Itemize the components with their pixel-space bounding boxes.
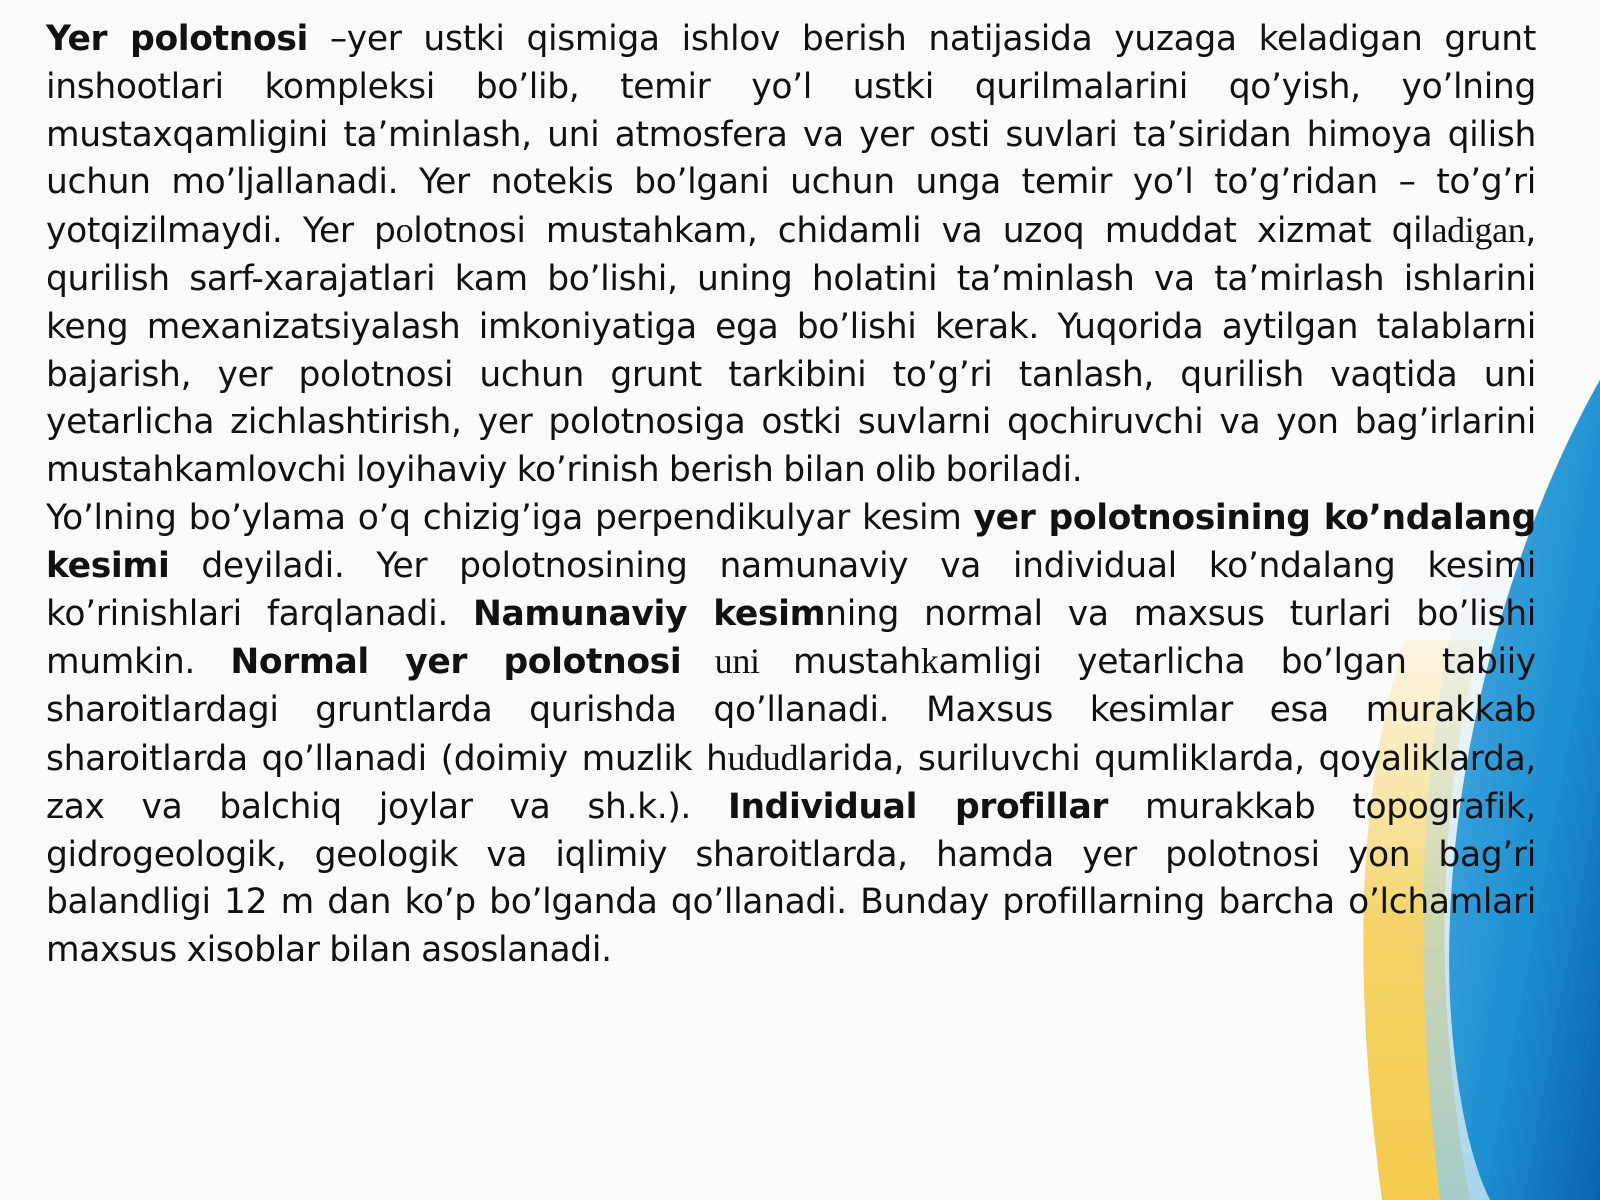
paragraph2-text-e: amligi yetarlicha bo’lgan tabiiy sharoitlardagi gruntlarda qurishda qo’llanadi. Maxsus kesimlar esa murakkab sharoitlarda qo’llanadi (doimiy muzlik h (46, 642, 1536, 779)
paragraph1-text-a: –yer ustki qismiga ishlov berish natijasida yuzaga keladigan grunt inshootlari kompleksi bo’lib, temir yo’l ustki qurilmalarini qo’yish, yo’lning mustaxqamligini ta’minlash, uni atmosfera va yer osti suvlari ta’siridan himoya qilish uchun mo’ljallanadi. Yer notekis bo’lgani uchun unga temir yo’l to’g’ridan – to’g’ri yotqizilmaydi. Yer p (46, 19, 1536, 252)
term-kondalang-kesimi: yer polotnosining ko’ndalang kesimi (46, 497, 1536, 586)
paragraph2-text-c: ning normal va maxsus turlari bo’lishi mumkin. (46, 593, 1536, 683)
paragraph1-serif-adigan: adigan (1431, 210, 1526, 251)
paragraph2-text-g: murakkab topografik, gidrogeologik, geologik va iqlimiy sharoitlarda, hamda yer polotnosi yon bag’ri balandligi 12 m dan ko’p bo’lganda qo’llanadi. Bunday profillarning barcha o’lchamlari maxsus xisoblar bilan asoslanadi. (46, 786, 1536, 971)
term-individual-profillar: Individual profillar (727, 786, 1109, 827)
paragraph2-text-f: larida, suriluvchi qumliklarda, qoyaliklarda, zax va balchiq joylar va sh.k.). (46, 738, 1536, 827)
paragraph2-text-b: deyiladi. Yer polotnosining namunaviy va individual ko’ndalang kesimi ko’rinishlari farqlanadi. (46, 545, 1536, 634)
term-namunaviy-kesim: Namunaviy kesim (472, 593, 826, 634)
paragraph1-text-b: lotnosi mustahkam, chidamli va uzoq muddat xizmat qil (413, 211, 1432, 252)
paragraph2-serif-k: k (920, 641, 939, 682)
paragraph1-serif-o: o (395, 210, 414, 251)
paragraph2-text-a: Yo’lning bo’ylama o’q chizig’iga perpendikulyar kesim (46, 497, 974, 538)
paragraph-definition (46, 16, 1536, 495)
text-content (46, 16, 1536, 975)
paragraph2-serif-uni: uni (681, 641, 793, 682)
paragraph-cross-section (46, 495, 1536, 975)
paragraph1-text-c: , qurilish sarf-xarajatlari kam bo’lishi, uning holatini ta’minlash va ta’mirlash ishlarini keng mexanizatsiyalash imkoniyatiga ega bo’lishi kerak. Yuqorida aytilgan talablarni bajarish, yer polotnosi uchun grunt tarkibini to’g’ri tanlash, qurilish vaqtida uni yetarlicha zichlashtirish, yer polotnosiga ostki suvlarni qochiruvchi va yon bag’irlarini mustahkamlovchi loyihaviy ko’rinish berish bilan olib boriladi. (46, 211, 1536, 491)
term-normal-yer-polotnosi: Normal yer polotnosi (230, 642, 682, 683)
term-yer-polotnosi: Yer polotnosi (46, 19, 308, 59)
paragraph2-serif-udud: udud (727, 737, 799, 778)
paragraph2-text-d: mustah (792, 642, 921, 683)
